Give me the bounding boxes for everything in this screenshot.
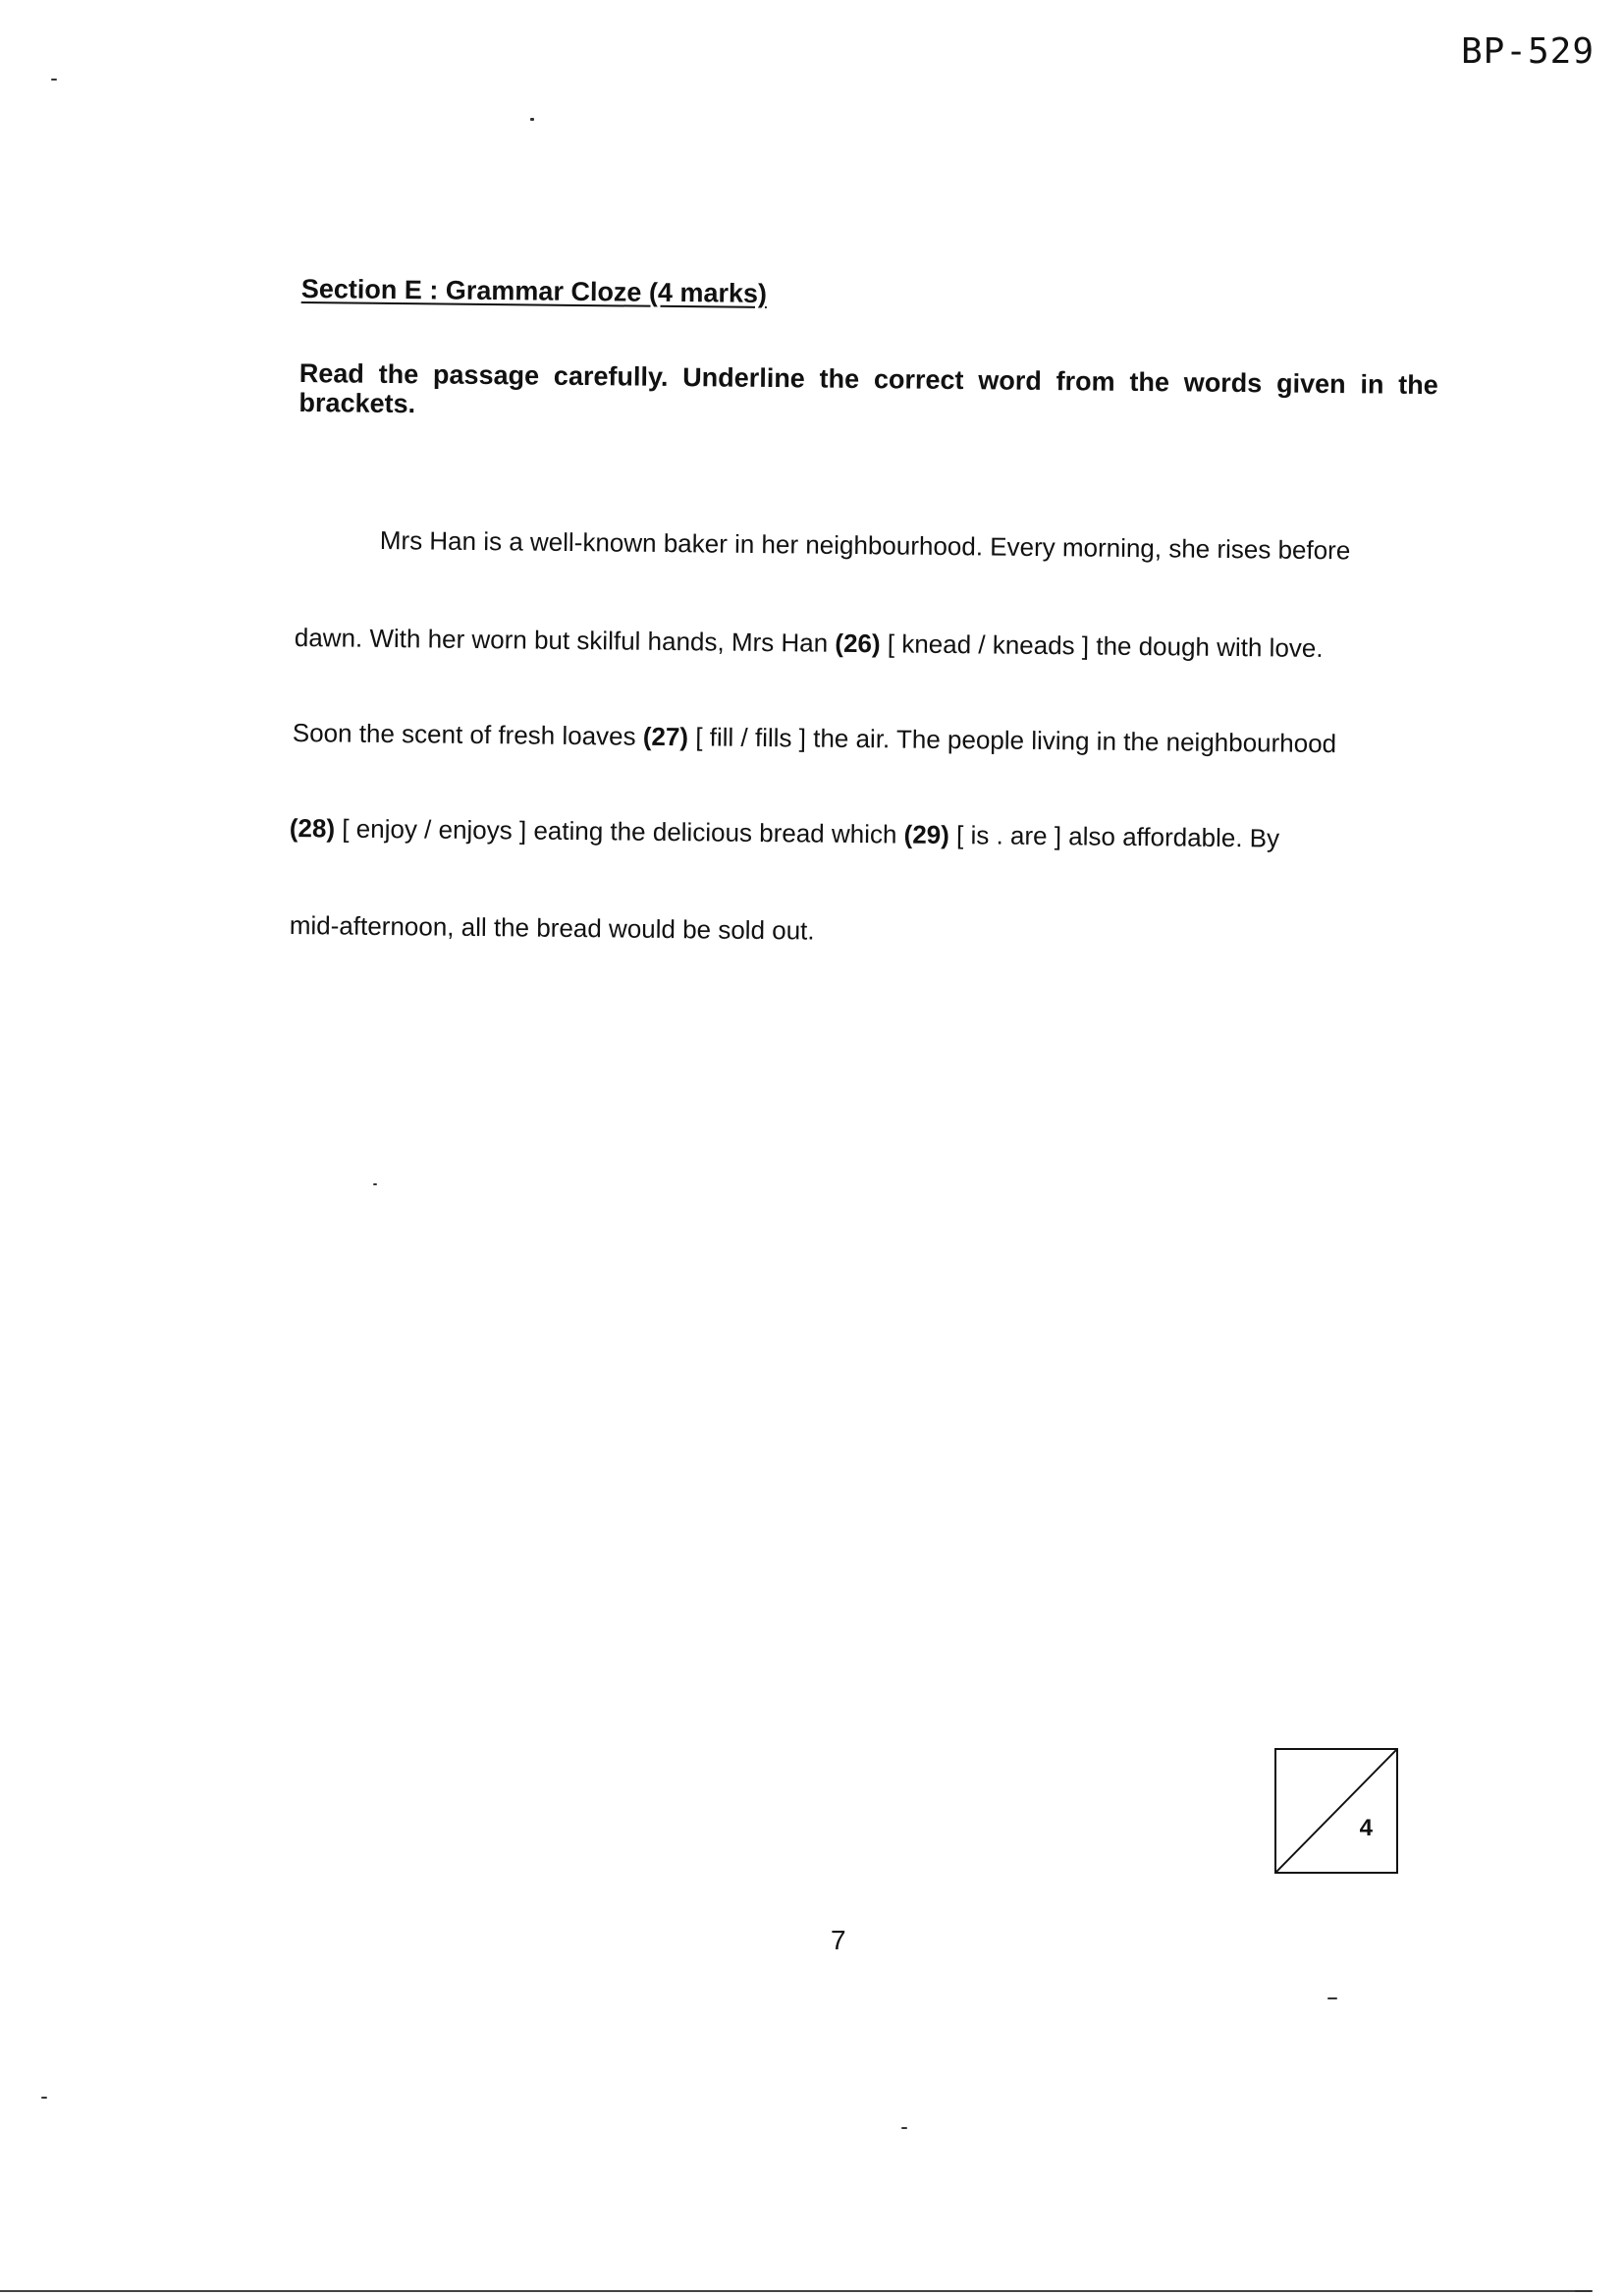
bottom-divider [0, 2290, 1591, 2292]
passage-text: the dough with love. [1096, 630, 1324, 663]
question-number-27: (27) [642, 721, 689, 752]
passage-text: eating the delicious bread which [533, 815, 904, 849]
scan-speck [41, 2097, 47, 2099]
passage-text: also affordable. By [1068, 821, 1280, 853]
scan-speck [373, 1183, 377, 1185]
passage-text: Mrs Han is a well-known baker in her neighbourhood. Every morning, she rises before [379, 525, 1351, 566]
answer-options-29[interactable]: [ is . are ] [948, 820, 1069, 851]
scan-speck [530, 118, 534, 121]
scan-speck [901, 2127, 907, 2129]
passage-line-5 [290, 910, 815, 947]
marks-value: 4 [1359, 1815, 1373, 1841]
scan-speck [1575, 2290, 1593, 2292]
section-heading: Section E : Grammar Cloze (4 marks) [300, 274, 768, 308]
page-number: 7 [831, 1925, 846, 1955]
answer-options-28[interactable]: [ enjoy / enjoys ] [334, 813, 534, 846]
question-number-28: (28) [289, 813, 336, 844]
scan-speck [51, 79, 57, 81]
passage-line-1 [380, 525, 1351, 566]
passage-text: the air. The people living in the neighbourhood [813, 723, 1337, 759]
answer-options-27[interactable]: [ fill / fills ] [687, 722, 814, 753]
question-number-29: (29) [903, 819, 950, 850]
passage-text: Soon the scent of fresh loaves [292, 718, 643, 751]
passage-line-2 [295, 623, 1324, 664]
marks-box [1274, 1748, 1398, 1874]
diagonal-line-icon [1276, 1750, 1396, 1872]
passage-text: mid-afternoon, all the bread would be sold out. [289, 910, 815, 946]
instruction-text: Read the passage carefully. Underline the correct word from the words given in the brackets. [298, 358, 1438, 419]
question-number-26: (26) [835, 628, 881, 659]
answer-options-26[interactable]: [ knead / kneads ] [880, 629, 1097, 661]
page-code: BP-529 [1460, 31, 1595, 72]
passage-line-4 [290, 813, 1280, 854]
scan-speck [1327, 1997, 1337, 1999]
passage-text: dawn. With her worn but skilful hands, Mrs Han [294, 623, 836, 658]
passage-line-3 [293, 718, 1337, 759]
